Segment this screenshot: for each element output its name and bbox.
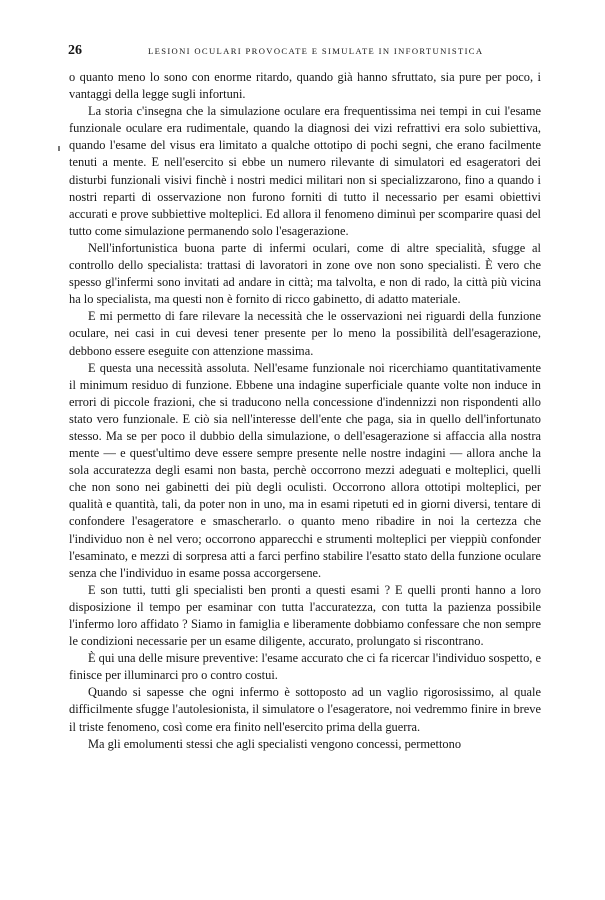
paragraph: E son tutti, tutti gli specialisti ben pronti a questi esami ? E quelli pronti hanno a loro disposizione il tempo per esaminar con tutta l'accuratezza, con tutta la pazienza possibile l'infermo loro affidato ? Siamo in famiglia e liberamente dobbiamo confessare che non sempre le condizioni necessarie per un esame diligente, accurato, prolungato si riscontrano. <box>69 582 541 649</box>
page-header <box>68 43 540 59</box>
paragraph: Ma gli emolumenti stessi che agli specialisti vengono concessi, permettono <box>88 736 462 751</box>
running-title: LESIONI OCULARI PROVOCATE E SIMULATE IN INFORTUNISTICA <box>148 46 484 56</box>
page-number: 26 <box>68 43 82 58</box>
paragraph: Nell'infortunistica buona parte di infermi oculari, come di altre specialità, sfugge al controllo dello specialista: trattasi di lavoratori in zone ove non sono specialisti. È vero che spesso gl'infermi sono invitati ad andare in città; ma talvolta, e non di rado, la città più vicina ha lo specialista, ma questi non è fornito di ricco gabinetto, di adatto materiale. <box>69 240 541 307</box>
paragraph: E mi permetto di fare rilevare la necessità che le osservazioni nei riguardi della funzione oculare, nei casi in cui devesi tener presente per lo meno la possibilità dell'esagerazione, debbono essere eseguite con attenzione massima. <box>69 309 541 358</box>
paragraph: E questa una necessità assoluta. Nell'esame funzionale noi ricerchiamo quantitativamente il minimum residuo di funzione. Ebbene una indagine superficiale quante volte non induce in errori di piccole frazioni, che si traducono nella concessione d'indennizzi non rispondenti allo stato vero funzionale. E ciò sia nell'interesse dell'ente che paga, sia in quello dell'infortunato stesso. Ma se per poco il dubbio della simulazione, o dell'esagerazione si affaccia alla nostra mente — e quest'ultimo deve essere sempre presente nelle nostre indagini — allora anche la sola accuratezza degli esami non basta, perchè occorrono mezzi adeguati e molteplici, quelli che non sono nei gabinetti dei più degli oculisti. Occorrono allora ottotipi molteplici, per qualità e quantità, tali, da poter non in uno, ma in esami ripetuti ed in giorni diversi, tentare di confondere l'esageratore e smascherarlo. o quanto meno ribadire in noi la certezza che l'individuo non è nel vero; occorrono apparecchi e strumenti molteplici per vieppiù confonder l'esaminato, e mezzi di sorpresa atti a farci perfino stabilire l'esatto stato della funzione oculare senza che l'individuo in esame possa accorgersene. <box>69 360 541 580</box>
margin-mark <box>58 146 60 151</box>
paragraph: È qui una delle misure preventive: l'esame accurato che ci fa ricercar l'individuo sospetto, e finisce per illuminarci pro o contro costui. <box>69 651 541 683</box>
paragraph: Quando si sapesse che ogni infermo è sottoposto ad un vaglio rigorosissimo, al quale difficilmente sfugge l'autolesionista, il simulatore o l'esageratore, noi vedremmo finire in breve il triste fenomeno, così come era finito nell'esercito prima della guerra. <box>69 685 541 734</box>
body-text <box>69 69 541 753</box>
paragraph: o quanto meno lo sono con enorme ritardo, quando già hanno sfruttato, sia pure per poco, i vantaggi della legge sugli infortuni. <box>69 70 541 102</box>
paragraph: La storia c'insegna che la simulazione oculare era frequentissima nei tempi in cui l'esame funzionale oculare era rudimentale, quando la diagnosi dei vizi refrattivi era solo subiettiva, quando l'esame del visus era limitato a qualche ottotipo di pochi segni, che erano facilmente tenuti a mente. E nell'esercito si ebbe un numero rilevante di simulatori ed esageratori dei disturbi funzionali visivi finchè i nostri medici militari non si specializzarono, fino a quando i nostri reparti di osservazione non furono forniti di tutto il necessario per esami obiettivi accurati e prove subbiettive molteplici. Ed allora il fenomeno diminuì per scomparire quasi del tutto come simulazione permanendo solo l'esagerazione. <box>69 104 541 238</box>
